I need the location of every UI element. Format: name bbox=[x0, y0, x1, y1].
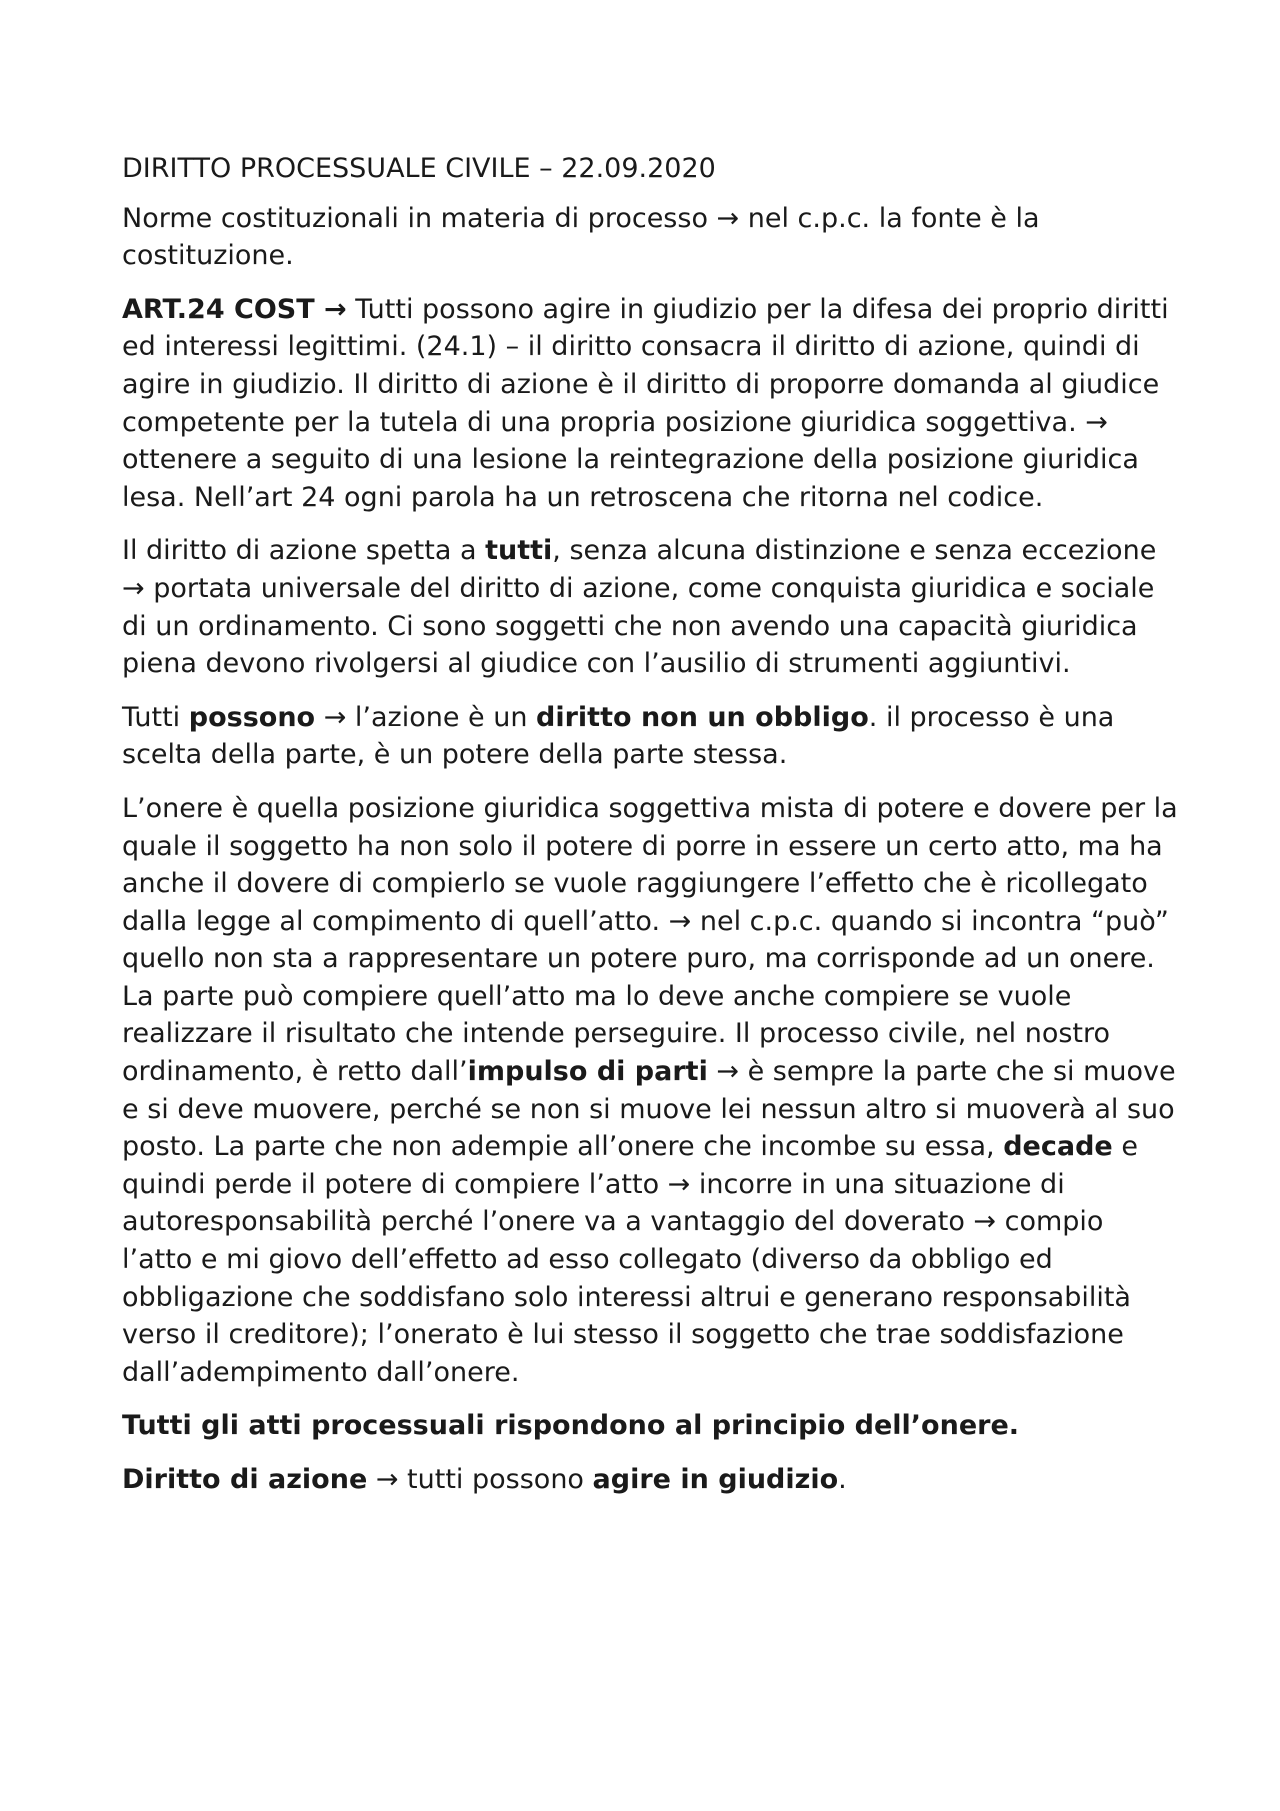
text-span: Norme costituzionali in materia di processo → nel c.p.c. la fonte è la costituzione. bbox=[122, 202, 1040, 272]
bold-span: possono bbox=[188, 701, 316, 733]
bold-span: Tutti gli atti processuali rispondono al principio dell’onere. bbox=[122, 1410, 1020, 1442]
bold-span: impulso di parti bbox=[467, 1056, 708, 1088]
text-span: → è sempre la parte che si muove e si deve muovere, perché se non si muove lei nessun altro si muoverà al suo posto. La parte che non adempie all’onere che incombe su essa, bbox=[122, 1056, 1176, 1163]
bold-span: Diritto di azione bbox=[122, 1464, 368, 1495]
text-span: → tutti possono bbox=[367, 1464, 593, 1495]
text-span: Tutti bbox=[122, 701, 189, 733]
paragraph-principio-onere bbox=[122, 1407, 1182, 1445]
paragraph-tutti-possono bbox=[122, 699, 1182, 774]
bold-span: decade bbox=[1003, 1131, 1113, 1163]
paragraph-norme-costituzionali bbox=[122, 200, 1182, 275]
text-span: Il diritto di azione spetta a bbox=[122, 535, 486, 567]
text-span: , senza alcuna distinzione e senza eccezione → portata universale del diritto di azione, come conquista giuridica e sociale di un ordinamento. Ci sono soggetti che non avendo una capacità giuridica piena devono rivolgersi al giudice con l’ausilio di strumenti aggiuntivi. bbox=[122, 535, 1157, 680]
paragraph-art24 bbox=[122, 291, 1182, 517]
text-span: . bbox=[838, 1464, 847, 1495]
text-span: L’onere è quella posizione giuridica soggettiva mista di potere e dovere per la quale il soggetto ha non solo il potere di porre in essere un certo atto, ma ha anche il dovere di compierlo se vuole raggiungere l’effetto che è ricollegato dalla legge al compimento di quell’atto. → nel c.p.c. quando si incontra “può” quello non sta a rappresentare un potere puro, ma corrisponde ad un onere. La parte può compiere quell’atto ma lo deve anche compiere se vuole realizzare il risultato che intende perseguire. Il processo civile, nel nostro ordinamento, è retto dall’ bbox=[122, 792, 1178, 1088]
bold-span: diritto non un obbligo bbox=[536, 701, 869, 733]
text-span: . il processo è una scelta della parte, è un potere della parte stessa. bbox=[122, 701, 1115, 771]
text-span: → l’azione è un bbox=[315, 701, 537, 733]
paragraph-diritto-di-azione-summary bbox=[122, 1461, 1182, 1499]
paragraph-onere bbox=[122, 790, 1182, 1392]
bold-span: ART.24 COST → bbox=[122, 293, 347, 325]
text-span: Tutti possono agire in giudizio per la difesa dei proprio diritti ed interessi legittimi. (24.1) – il diritto consacra il diritto di azione, quindi di agire in giudizio. Il diritto di azione è il diritto di proporre domanda al giudice competente per la tutela di una propria posizione giuridica soggettiva. → ottenere a seguito di una lesione la reintegrazione della posizione giuridica lesa. Nell’art 24 ogni parola ha un retroscena che ritorna nel codice. bbox=[122, 293, 1169, 513]
bold-span: agire in giudizio bbox=[592, 1464, 839, 1495]
text-span: e quindi perde il potere di compiere l’atto → incorre in una situazione di autoresponsabilità perché l’onere va a vantaggio del doverato → compio l’atto e mi giovo dell’effetto ad esso collegato (diverso da obbligo ed obbligazione che soddisfano solo interessi altrui e generano responsabilità verso il creditore); l’onerato è lui stesso il soggetto che trae soddisfazione dall’adempimento dall’onere. bbox=[122, 1131, 1138, 1388]
paragraph-diritto-azione bbox=[122, 532, 1182, 682]
document-title: DIRITTO PROCESSUALE CIVILE – 22.09.2020 bbox=[122, 153, 716, 184]
bold-span: tutti bbox=[485, 535, 553, 567]
document-page bbox=[122, 150, 1182, 1515]
